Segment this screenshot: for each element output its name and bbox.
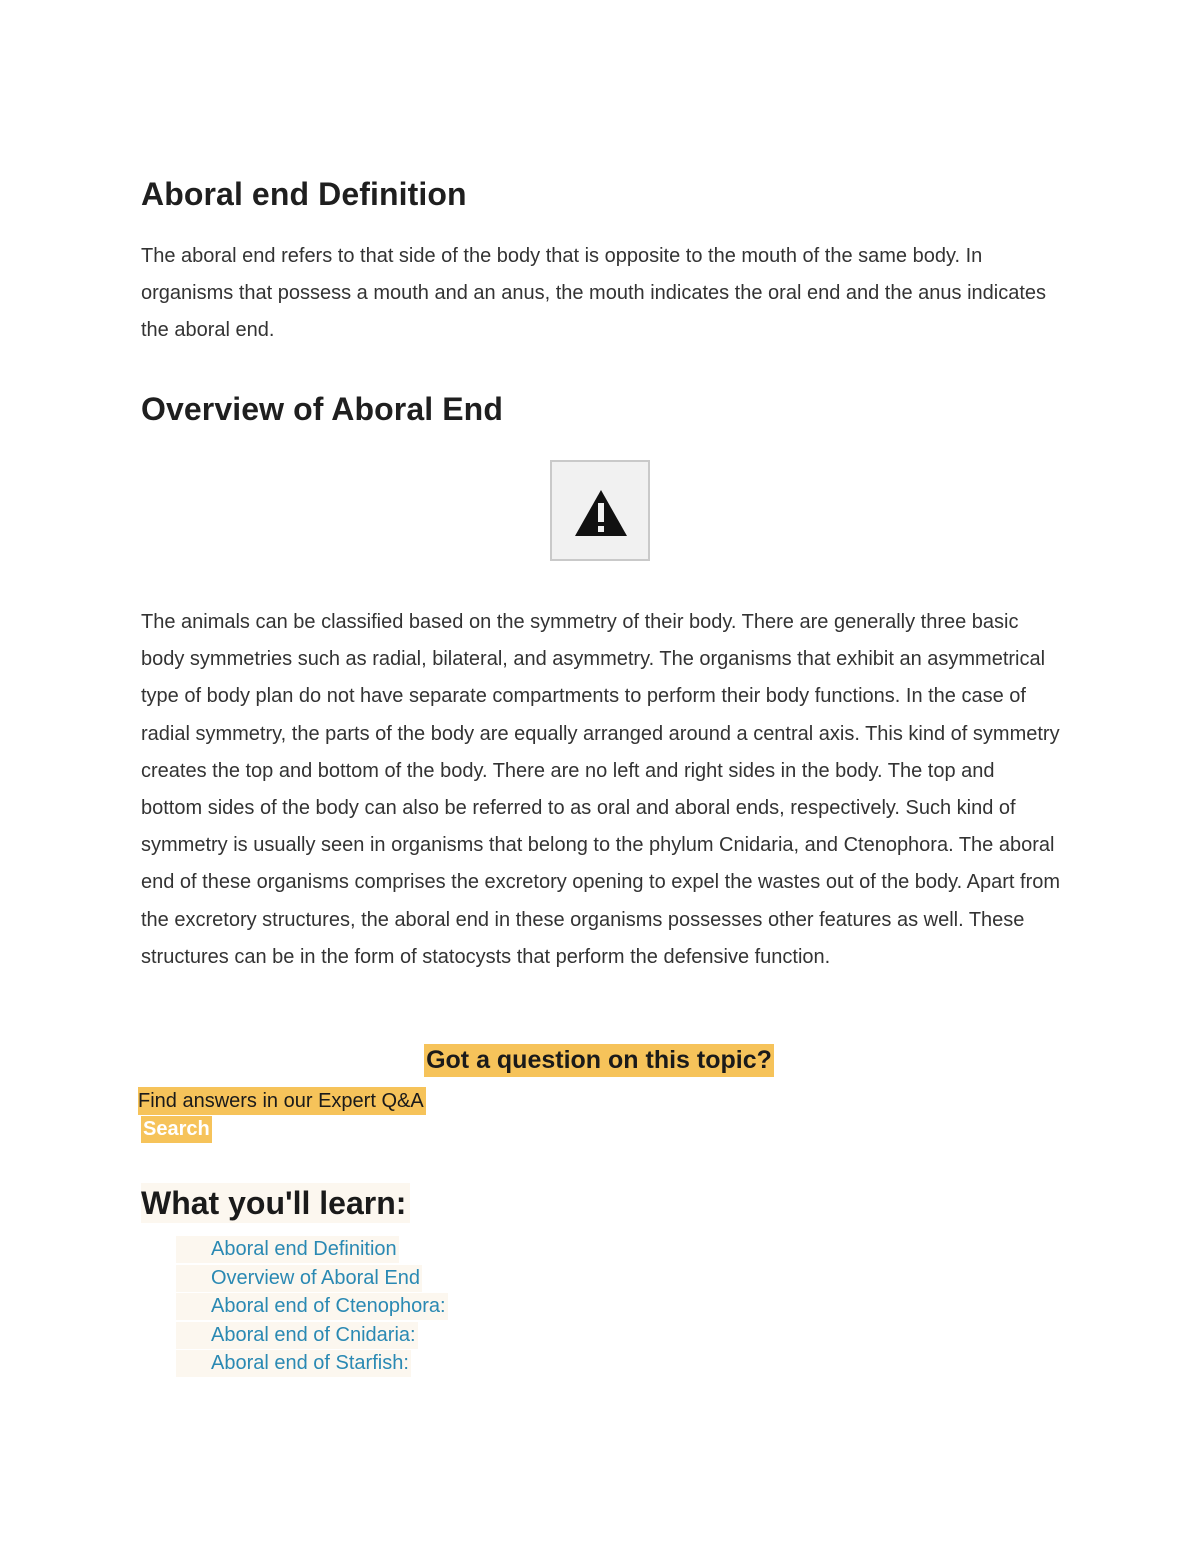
broken-image-placeholder (550, 460, 650, 561)
heading-overview: Overview of Aboral End (141, 391, 503, 427)
search-button[interactable]: Search (141, 1116, 212, 1143)
cta-box (139, 1044, 1059, 1077)
expert-qa-link[interactable]: Find answers in our Expert Q&A (138, 1087, 426, 1115)
list-item (176, 1236, 448, 1265)
toc-link-ctenophora[interactable]: Aboral end of Ctenophora: (176, 1293, 448, 1320)
list-item (176, 1350, 448, 1379)
list-item (176, 1322, 448, 1351)
table-of-contents (176, 1236, 448, 1379)
toc-link-definition[interactable]: Aboral end Definition (176, 1236, 399, 1263)
list-item (176, 1265, 448, 1294)
list-item (176, 1293, 448, 1322)
paragraph-definition: The aboral end refers to that side of the body that is opposite to the mouth of the same body. In organisms that possess a mouth and an anus, the mouth indicates the oral end and the anus indicates the aboral end. (141, 245, 1047, 342)
heading-definition: Aboral end Definition (141, 176, 467, 212)
warning-icon (574, 488, 628, 538)
cta-title: Got a question on this topic? (424, 1044, 774, 1077)
toc-link-overview[interactable]: Overview of Aboral End (176, 1265, 422, 1292)
paragraph-overview: The animals can be classified based on the symmetry of their body. There are generally three basic body symmetries such as radial, bilateral, and asymmetry. The organisms that exhibit an asymmetrical type of body plan do not have separate compartments to perform their body functions. In the case of radial symmetry, the parts of the body are equally arranged around a central axis. This kind of symmetry creates the top and bottom of the body. There are no left and right sides in the body. The top and bottom sides of the body can also be referred to as oral and aboral ends, respectively. Such kind of symmetry is usually seen in organisms that belong to the phylum Cnidaria, and Ctenophora. The aboral end of these organisms comprises the excretory opening to expel the wastes out of the body. Apart from the excretory structures, the aboral end in these organisms possesses other features as well. These structures can be in the form of statocysts that perform the defensive function. (141, 611, 1061, 968)
toc-link-cnidaria[interactable]: Aboral end of Cnidaria: (176, 1322, 418, 1349)
toc-link-starfish[interactable]: Aboral end of Starfish: (176, 1350, 411, 1377)
learn-heading: What you'll learn: (141, 1183, 410, 1223)
